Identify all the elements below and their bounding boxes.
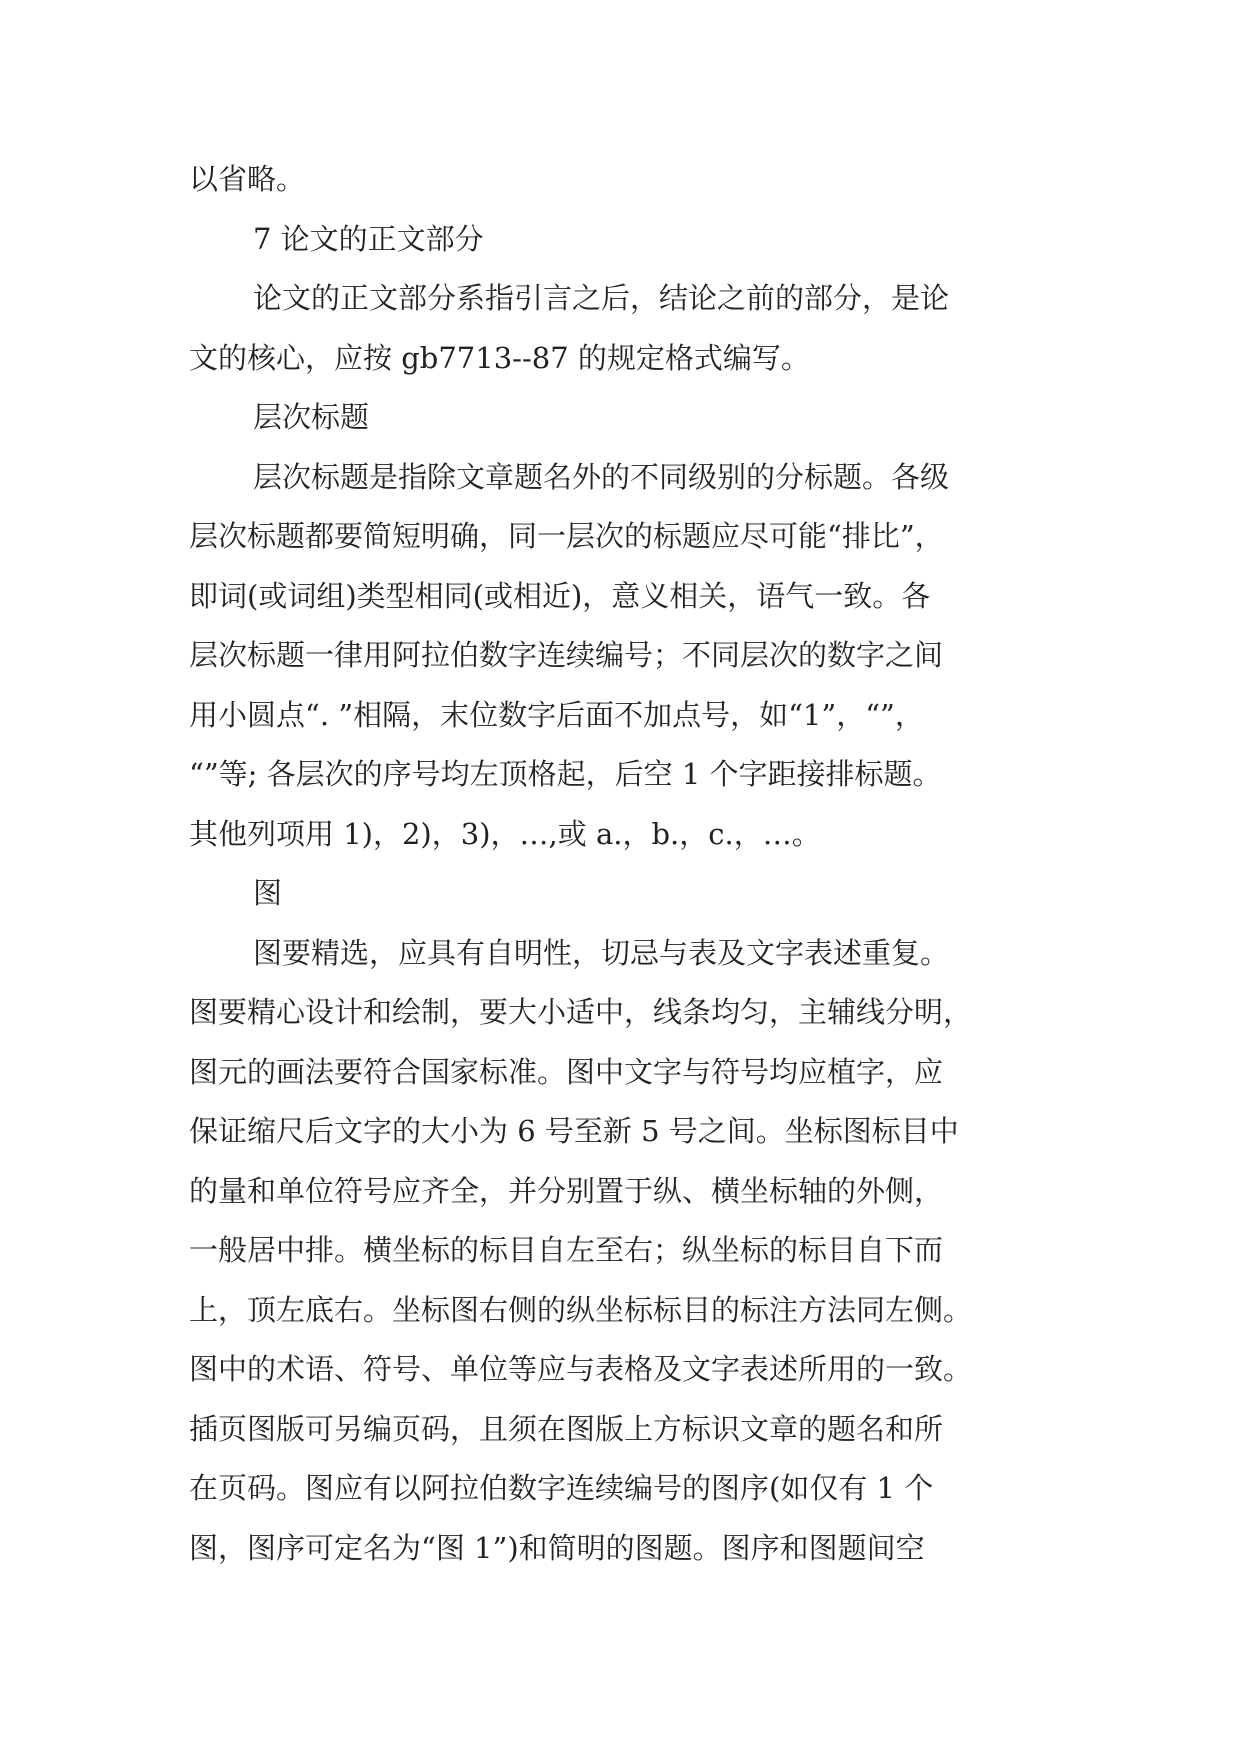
- text-line: “”等; 各层次的序号均左顶格起，后空 1 个字距接排标题。: [189, 757, 942, 791]
- section-heading: 7 论文的正文部分: [253, 221, 484, 256]
- text-line: 上，顶左底右。坐标图右侧的纵坐标标目的标注方法同左侧。: [189, 1292, 973, 1327]
- text-line: 以省略。: [189, 162, 306, 196]
- text-line: 保证缩尺后文字的大小为 6 号至新 5 号之间。坐标图标目中: [189, 1114, 959, 1148]
- text-line: 一般居中排。横坐标的标目自左至右；纵坐标的标目自下而: [189, 1233, 944, 1267]
- text-line: 图元的画法要符合国家标准。图中文字与符号均应植字，应: [189, 1054, 944, 1089]
- text-line: 文的核心，应按 gb7713--87 的规定格式编写。: [189, 340, 810, 375]
- text-line: 的量和单位符号应齐全，并分别置于纵、横坐标轴的外侧，: [189, 1173, 944, 1208]
- text-line: 即词(或词组)类型相同(或相近)，意义相关，语气一致。各: [189, 578, 931, 613]
- text-line: 层次标题一律用阿拉伯数字连续编号；不同层次的数字之间: [189, 638, 944, 672]
- text-line: 在页码。图应有以阿拉伯数字连续编号的图序(如仅有 1 个: [189, 1471, 934, 1505]
- text-line: 插页图版可另编页码，且须在图版上方标识文章的题名和所: [189, 1411, 944, 1446]
- text-line: 论文的正文部分系指引言之后，结论之前的部分，是论: [253, 281, 950, 315]
- section-heading: 图: [253, 876, 283, 910]
- text-line: 图要精选，应具有自明性，切忌与表及文字表述重复。: [253, 935, 950, 970]
- text-line: 图，图序可定名为“图 1”)和简明的图题。图序和图题间空: [189, 1530, 925, 1565]
- section-heading: 层次标题: [253, 400, 370, 434]
- text-line: 图要精心设计和绘制，要大小适中，线条均匀，主辅线分明，: [189, 995, 973, 1029]
- text-line: 用小圆点“. ”相隔，末位数字后面不加点号，如“1”，“”，: [189, 697, 924, 732]
- text-line: 层次标题都要简短明确，同一层次的标题应尽可能“排比”，: [189, 519, 944, 553]
- text-line: 其他列项用 1)，2)，3)，…,或 a.，b.，c.，…。: [189, 816, 821, 851]
- text-line: 层次标题是指除文章题名外的不同级别的分标题。各级: [253, 459, 950, 494]
- text-line: 图中的术语、符号、单位等应与表格及文字表述所用的一致。: [189, 1352, 973, 1386]
- body-text: [189, 150, 1049, 1578]
